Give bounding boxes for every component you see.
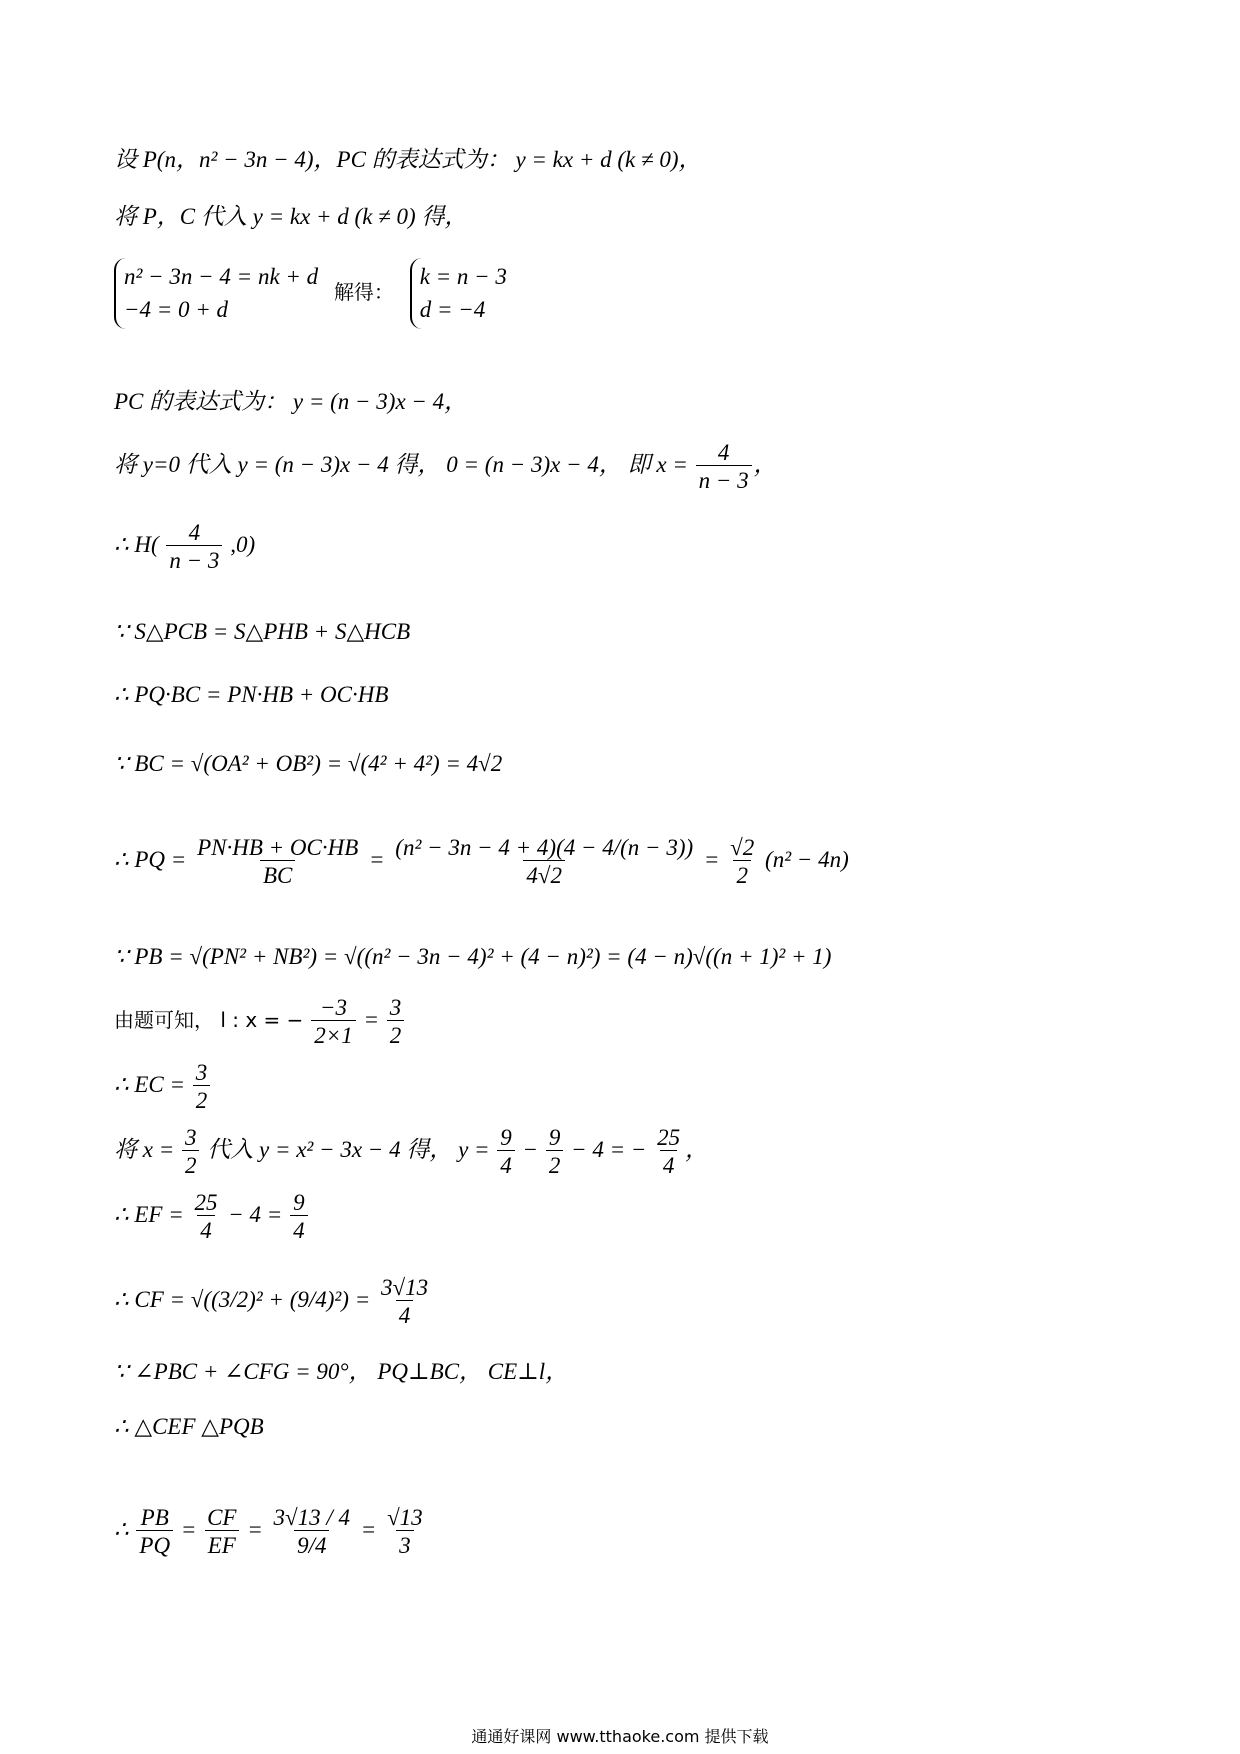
line-6-post: ,0) [230,532,256,558]
line-13 [114,1060,212,1114]
line-10-pre: ∴ PQ = [114,847,187,873]
fraction-15-1 [192,1190,221,1244]
line-17: ∵ ∠PBC + ∠CFG = 90°， PQ⊥BC， CE⊥l， [114,1359,569,1384]
line-16 [114,1275,433,1329]
fraction-x-num: 4 [717,440,730,465]
fraction-14-2 [497,1125,515,1179]
fraction-19-2-den: EF [205,1530,239,1558]
fraction-h-num: 4 [188,520,201,545]
fraction-19-3-den: 9/4 [294,1530,329,1558]
line-10-post: (n² − 4n) [765,847,849,873]
fraction-19-3 [271,1505,354,1559]
line-19-pre: ∴ [114,1517,129,1543]
fraction-l-2-num: 3 [389,995,402,1020]
fraction-15-1-den: 4 [197,1215,215,1243]
line-6 [114,520,255,574]
fraction-15-2-den: 4 [290,1215,308,1243]
fraction-x [696,440,752,494]
line-14: 将 x = $\frac{3}{2}$ 代入 y = x² − 3x − 4 得， y = $\frac{9}{4}$ − $\frac{9}{2}$ − 4 = − $\frac{25}{4}$ ， [114,1125,709,1179]
solution-1: k = n − 3 [419,264,507,289]
fraction-15-1-num: 25 [194,1190,218,1215]
line-5: 将 y=0 代入 y = (n − 3)x − 4 得， 0 = (n − 3)x − 4， 即 x = $\frac{4}{n - 3}$ ， [114,440,777,494]
line-18: ∴ △CEF △PQB [114,1414,264,1439]
line-4: PC 的表达式为： y = (n − 3)x − 4， [114,389,468,414]
fraction-19-4-num: √13 [387,1505,423,1530]
fraction-19-3-num: 3√13 / 4 [273,1505,351,1530]
line-3-system [114,258,507,329]
solution-system [410,258,507,329]
fraction-pq-2 [392,835,696,889]
fraction-14-3-num: 9 [548,1125,561,1150]
fraction-19-2 [204,1505,239,1559]
fraction-14-1-den: 2 [182,1150,200,1178]
fraction-15-2 [290,1190,308,1244]
fraction-14-3 [546,1125,564,1179]
solution-2: d = −4 [419,297,486,323]
footer-text: 通通好课网 www.tthaoke.com 提供下载 [471,1727,769,1746]
fraction-pq-3-den: 2 [733,860,751,888]
fraction-19-4-den: 3 [396,1530,414,1558]
fraction-h [166,520,222,574]
line-13-pre: ∴ EC = [114,1072,186,1098]
fraction-pq-3 [727,835,757,889]
line-8: ∴ PQ·BC = PN·HB + OC·HB [114,682,389,707]
fraction-cf-den: 4 [396,1300,414,1328]
fraction-pq-1 [194,835,361,889]
fraction-19-1-num: PB [140,1505,169,1530]
fraction-19-1 [136,1505,173,1559]
line-9: ∵ BC = √(OA² + OB²) = √(4² + 4²) = 4√2 [114,751,503,776]
line-15-mid: − 4 = [228,1202,283,1228]
line-5-text: 将 y=0 代入 y = (n − 3)x − 4 得， 0 = (n − 3)x − 4， 即 x = [114,452,688,478]
fraction-19-2-num: CF [207,1505,237,1530]
line-6-pre: ∴ H( [114,532,159,558]
fraction-14-1-num: 3 [184,1125,197,1150]
line-7: ∵ S△PCB = S△PHB + S△HCB [114,619,411,644]
fraction-14-4-num: 25 [657,1125,681,1150]
line-15-pre: ∴ EF = [114,1202,184,1228]
fraction-14-1 [182,1125,200,1179]
fraction-14-2-den: 4 [497,1150,515,1178]
fraction-l-2 [387,995,405,1049]
fraction-pq-1-num: PN·HB + OC·HB [197,835,359,860]
fraction-ec [193,1060,211,1114]
fraction-14-4 [654,1125,683,1179]
line-2: 将 P，C 代入 y = kx + d (k ≠ 0) 得， [114,204,468,229]
line-15 [114,1190,310,1244]
fraction-14-4-den: 4 [660,1150,678,1178]
fraction-l-1 [311,995,356,1049]
fraction-14-3-den: 2 [546,1150,564,1178]
line-11: ∵ PB = √(PN² + NB²) = √((n² − 3n − 4)² + (4 − n)²) = (4 − n)√((n + 1)² + 1) [114,944,832,969]
line-16-pre: ∴ CF = √((3/2)² + (9/4)²) = [114,1287,371,1313]
fraction-l-1-num: −3 [319,995,347,1020]
line-10: ∴ PQ = $\frac{PN\cdot HB + OC\cdot HB}{BC}$ = $\frac{\text{(n² − 3n − 4 + 4)(4 − 4/(n − 3))}}{4√2}$ = $\frac{√2}{2}$ (n² − 4n) [114,835,849,889]
solve-label: 解得： [333,279,394,304]
fraction-cf-num: 3√13 [380,1275,429,1300]
line-1: 设 P(n，n² − 3n − 4)，PC 的表达式为： y = kx + d (k ≠ 0)， [114,147,702,172]
line-14-b: 代入 y = x² − 3x − 4 得， y = [207,1137,490,1163]
fraction-x-den: n − 3 [696,465,752,493]
fraction-15-2-num: 9 [293,1190,305,1215]
fraction-l-1-den: 2×1 [311,1020,356,1048]
fraction-pq-2-den: 4√2 [523,860,565,888]
line-14-a: 将 x = [114,1137,175,1163]
fraction-14-2-num: 9 [500,1125,512,1150]
fraction-19-4 [384,1505,426,1559]
fraction-19-1-den: PQ [136,1530,173,1558]
line-12: 由题可知， l : x = − $\frac{-3}{2\times 1}$ = $\frac{3}{2}$ [114,995,406,1049]
system-eq-2: −4 = 0 + d [124,297,229,323]
fraction-pq-1-den: BC [260,860,295,888]
fraction-cf [378,1275,431,1329]
system-eq-1: n² − 3n − 4 = nk + d [124,264,319,289]
line-19: ∴ $\frac{PB}{PQ}$ = $\frac{CF}{EF}$ = $\frac{3√13 / 4}{9/4}$ = $\frac{√13}{3}$ [114,1505,428,1559]
fraction-ec-num: 3 [195,1060,208,1085]
equation-system [114,258,318,329]
fraction-pq-2-num: (n² − 3n − 4 + 4)(4 − 4/(n − 3)) [395,835,694,860]
fraction-h-den: n − 3 [166,545,222,573]
fraction-ec-den: 2 [193,1085,211,1113]
fraction-l-2-den: 2 [387,1020,405,1048]
fraction-pq-3-num: √2 [730,835,755,860]
line-12-pre: 由题可知， l : x = − [114,1008,304,1033]
line-14-c: − 4 = − [571,1137,647,1163]
